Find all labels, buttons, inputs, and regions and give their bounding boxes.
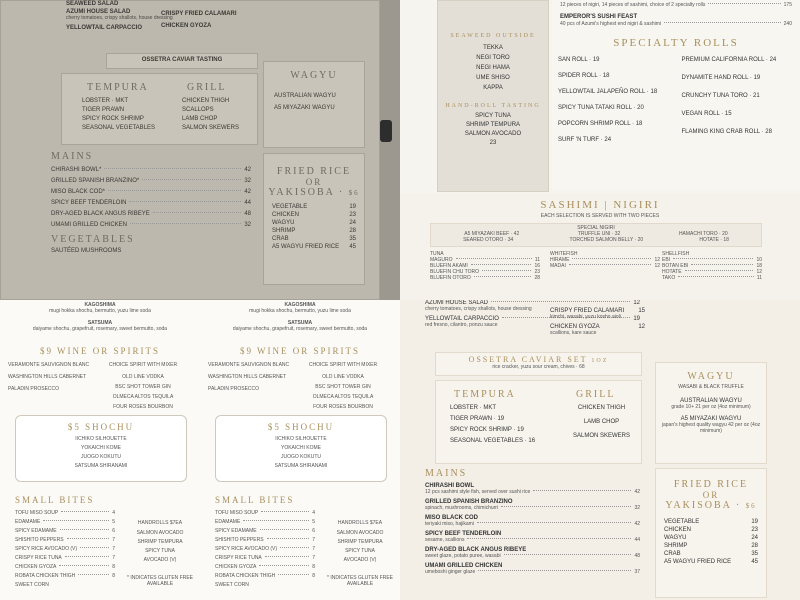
cocktails <box>200 300 400 332</box>
list-item: SPICY TUNA TATAKI ROLL · 20 <box>558 105 644 111</box>
list-item: SAUTÉED MUSHROOMS <box>51 248 122 254</box>
list-item: TOFU MISO SOUP 4 <box>15 510 115 516</box>
list-item: TRUFFLE UNI · 32 <box>577 231 621 237</box>
tuna-list <box>430 251 540 281</box>
whitefish-title: WHITEFISH <box>550 251 578 257</box>
handroll-tasting-title: HAND-ROLL TASTING <box>445 103 541 109</box>
caviar-card: OSSETRA CAVIAR SET 1OZ rice cracker, yuzu sour cream, chives · 68 <box>435 352 642 376</box>
caviar-banner <box>106 53 258 69</box>
mains-list <box>51 167 251 228</box>
list-item: SEARED OTORO · 34 <box>463 237 514 243</box>
list-item: SPICY ROCK SHRIMP · 19 <box>450 427 524 433</box>
caviar-desc: rice cracker, yuzu sour cream, chives <box>492 364 575 370</box>
tempura-title: TEMPURA <box>454 389 516 400</box>
item: CHICKEN THIGH <box>182 98 230 104</box>
fried-list <box>656 511 766 565</box>
item: VERAMONTE SAUVIGNON BLANC <box>208 362 290 368</box>
tempura-title: TEMPURA <box>87 82 149 93</box>
fried-rice-title: FRIED RICE <box>276 166 352 177</box>
item: CRISPY FRIED CALAMARI <box>161 11 237 17</box>
item: TIGER PRAWN <box>82 107 125 113</box>
item: YELLOWTAIL CARPACCIO <box>66 25 142 31</box>
handrolls-block <box>325 520 395 587</box>
list-item: SHISHITO PEPPERS 7 <box>15 537 115 543</box>
item: UME SHISO <box>476 75 510 81</box>
list-item: CRISPY RICE TUNA 7 <box>215 555 315 561</box>
drink-column-left <box>0 300 200 600</box>
fried-list <box>264 198 364 250</box>
shochu-list <box>216 436 386 469</box>
gluten-note: * INDICATES GLUTEN FREE AVAILABLE <box>126 575 194 587</box>
item: A5 MIYAZAKI WAGYU <box>274 105 335 111</box>
list-item: POPCORN SHRIMP ROLL · 18 <box>558 121 643 127</box>
spec-right <box>675 57 794 143</box>
item: SEAWEED SALAD <box>66 1 119 7</box>
list-item: DRY-AGED BLACK ANGUS RIBEYE <box>425 547 527 553</box>
specialty-lists <box>552 49 800 143</box>
br-top-items-right <box>550 308 645 336</box>
shochu-list <box>16 436 186 469</box>
list-item: SHRIMP 28 <box>664 543 758 549</box>
item: KAPPA <box>483 85 503 91</box>
item-note-row: spinach, mushrooms, chimichurri 32 <box>425 505 640 511</box>
wine-right <box>98 362 188 410</box>
handroll-price: 23 <box>489 140 497 146</box>
item: SATSUMA SHIRANAMI <box>74 463 128 469</box>
list-item: HIRAME 12 <box>550 257 660 263</box>
tempura-grill-card <box>435 380 642 464</box>
item-note: scallions, kare sauce <box>550 330 597 336</box>
list-item: CHICKEN THIGH <box>577 405 626 411</box>
wine-left <box>8 362 98 410</box>
list-item: CRAB 35 <box>664 551 758 557</box>
binder-clip <box>380 120 392 142</box>
kagoshima-title: KAGOSHIMA <box>84 302 116 308</box>
item: AUSTRALIAN WAGYU <box>274 93 336 99</box>
wine-right <box>298 362 388 410</box>
list-item: MISO BLACK COD <box>425 515 478 521</box>
item: WASHINGTON HILLS CABERNET <box>8 374 87 380</box>
wine-lists <box>0 356 200 410</box>
list-item: FLAMING KING CRAB ROLL · 28 <box>681 129 772 135</box>
menu-bottom-right <box>400 300 800 600</box>
wagyu-list <box>656 398 766 434</box>
list-item: SURF 'N TURF · 24 <box>558 137 612 143</box>
mains-title: MAINS <box>425 468 468 479</box>
item: SATSUMA SHIRANAMI <box>274 463 328 469</box>
item: OLD LINE VODKA <box>322 374 364 380</box>
item: SALMON SKEWERS <box>182 125 240 131</box>
shochu-title: $5 SHOCHU <box>267 422 335 432</box>
gluten-note: * INDICATES GLUTEN FREE AVAILABLE <box>326 575 394 587</box>
list-item: YELLOWTAIL CARPACCIO 19 <box>425 316 640 322</box>
list-item: LOBSTER · MKT <box>450 405 497 411</box>
yakisoba-price: $6 <box>348 189 360 197</box>
list-item: CHICKEN GYOZA 8 <box>15 564 115 570</box>
item: OLMECA ALTOS TEQUILA <box>312 394 374 400</box>
list-item: VEGETABLE 19 <box>272 204 356 210</box>
yakisoba-price: $6 <box>745 502 757 510</box>
item: AVOCADO (V) <box>143 557 177 563</box>
item: SPICY ROCK SHRIMP <box>82 116 144 122</box>
caviar-title: OSSETRA CAVIAR SET <box>468 355 588 364</box>
wagyu-title: WAGYU <box>290 70 338 81</box>
wine-title: $9 WINE OR SPIRITS <box>239 346 361 356</box>
list-item: SEASONAL VEGETABLES · 16 <box>450 438 536 444</box>
caviar-size: 1OZ <box>591 358 609 364</box>
item: SEASONAL VEGETABLES <box>82 125 156 131</box>
br-mains <box>425 468 640 575</box>
wagyu-title: WAGYU <box>687 371 735 382</box>
list-item: HAMACHI TORO · 20 <box>678 231 728 237</box>
grill-title: GRILL <box>576 389 616 400</box>
list-item: TOFU MISO SOUP 4 <box>215 510 315 516</box>
item: FOUR ROSES BOURBON <box>313 404 373 410</box>
list-item: SHISHITO PEPPERS 7 <box>215 537 315 543</box>
item: LAMB CHOP <box>182 116 218 122</box>
list-item: A5 WAGYU FRIED RICE 45 <box>664 559 758 565</box>
wine-choice: CHOICE SPIRIT WITH MIXER <box>108 362 178 368</box>
wagyu-card <box>655 362 767 464</box>
item: VERAMONTE SAUVIGNON BLANC <box>8 362 90 368</box>
shochu-title: $5 SHOCHU <box>67 422 135 432</box>
list-item: VEGETABLE 19 <box>664 519 758 525</box>
list-item: DYNAMITE HAND ROLL · 19 <box>681 75 761 81</box>
fried-rice-title: FRIED RICE <box>673 479 749 490</box>
grill-list <box>564 405 639 439</box>
fried-rice-card: FRIED RICE OR YAKISOBA · $6 VEGETABLE 19 CHICKEN 23 WAGYU 24 SHRIMP 28 CRAB 35 A5 WAGYU FRIED RICE 45 <box>263 153 365 285</box>
list-item: A5 MIYAZAKI WAGYU <box>680 416 742 422</box>
kagoshima-title: KAGOSHIMA <box>284 302 316 308</box>
item: YOKAICHI KOME <box>80 445 121 451</box>
seaweed-list <box>438 45 548 91</box>
list-item: EDAMAME 5 <box>215 519 315 525</box>
shellfish-list <box>662 251 762 281</box>
fried-rice-or: OR <box>305 177 323 187</box>
list-item: TIGER PRAWN · 19 <box>450 416 505 422</box>
item: NEGI HAMA <box>476 65 510 71</box>
yakisoba-title: YAKISOBA <box>268 187 335 198</box>
fried-rice-card: FRIED RICE OR YAKISOBA · $6 VEGETABLE 19 CHICKEN 23 WAGYU 24 SHRIMP 28 CRAB 35 A5 WAGYU FRIED RICE 45 <box>655 468 767 598</box>
kagoshima-desc: mugi hokka shochu, bermutto, yuzu lime soda <box>49 308 151 314</box>
sashimi-title: SASHIMI | NIGIRI <box>540 199 660 211</box>
list-item: CRISPY RICE TUNA 7 <box>15 555 115 561</box>
small-bites-title: SMALL BITES <box>15 495 95 505</box>
item: FOUR ROSES BOURBON <box>113 404 173 410</box>
list-item: AUSTRALIAN WAGYU <box>680 398 742 404</box>
item: PALADIN PROSECCO <box>8 386 60 392</box>
list-item: MADAI 12 <box>550 263 660 269</box>
list-item: GRILLED SPANISH BRANZINO* 32 <box>51 178 251 184</box>
specialty-title: SPECIALTY ROLLS <box>613 37 739 49</box>
item-note: red fresno, cilantro, ponzu sauce <box>425 322 498 328</box>
shellfish-title: SHELLFISH <box>662 251 690 257</box>
item-note: cherry tomatoes, crispy shallots, house dressing <box>66 15 173 21</box>
list-item: BLUEFIN OTORO 28 <box>430 275 540 281</box>
shochu-box <box>15 415 187 482</box>
item: SPICY TUNA <box>475 113 511 119</box>
item: SPICY TUNA <box>345 548 375 554</box>
list-item: SPICY BEEF TENDERLOIN <box>425 531 502 537</box>
list-item: AZUMI HOUSE SALAD 12 <box>425 300 640 306</box>
item: JUOGO KOKUTU <box>80 454 121 460</box>
item: NEGI TORO <box>476 55 510 61</box>
item: YOKAICHI KOME <box>280 445 321 451</box>
wine-title: $9 WINE OR SPIRITS <box>39 346 161 356</box>
sashimi-subtitle: EACH SELECTION IS SERVED WITH TWO PIECES <box>540 213 660 219</box>
caviar-title: OSSETRA CAVIAR TASTING <box>141 57 223 63</box>
item: WASHINGTON HILLS CABERNET <box>208 374 287 380</box>
item: SCALLOPS <box>182 107 214 113</box>
list-item: A5 MIYAZAKI BEEF · 42 <box>464 231 520 237</box>
special-nigiri-items-2 <box>431 237 761 243</box>
list-item: CHICKEN 23 <box>664 527 758 533</box>
list-item: CHICKEN GYOZA 12 <box>550 324 645 330</box>
item-note-row: teriyaki miso, hajikami 42 <box>425 521 640 527</box>
list-item: LAMB CHOP <box>583 419 620 425</box>
item: OLMECA ALTOS TEQUILA <box>112 394 174 400</box>
yakisoba-title: YAKISOBA <box>665 500 732 511</box>
list-item: SWEET CORN <box>15 582 49 588</box>
item: BSC SHOT TOWER GIN <box>115 384 171 390</box>
tempura-list <box>450 405 550 444</box>
tempura-list <box>82 98 155 131</box>
tuna-title: TUNA <box>430 251 444 257</box>
list-item: EDAMAME 5 <box>15 519 115 525</box>
item: SHRIMP TEMPURA <box>137 539 183 545</box>
mains-title: MAINS <box>51 151 94 162</box>
handrolls-title: HANDROLLS $7EA <box>337 520 383 526</box>
wagyu-subtitle: WASABI & BLACK TRUFFLE <box>678 384 744 390</box>
item: SHRIMP TEMPURA <box>465 122 521 128</box>
list-item: SPICY RICE AVOCADO (V) 7 <box>15 546 115 552</box>
list-item: BLUEFIN CHU TORO 23 <box>430 269 540 275</box>
emperor-row: EMPEROR'S SUSHI FEAST <box>560 14 638 20</box>
list-item: CRUNCHY TUNA TORO · 21 <box>681 93 760 99</box>
special-nigiri-card <box>430 223 762 247</box>
list-item: ROBATA CHICKEN THIGH 8 <box>15 573 115 579</box>
list-item: MAGURO 11 <box>430 257 540 263</box>
cocktails <box>0 300 200 332</box>
wine-lists <box>200 356 400 410</box>
item: AVOCADO (V) <box>343 557 377 563</box>
vegetables-title: VEGETABLES <box>51 234 135 245</box>
item-note-row: sweet glaze, potato puree, wasabi 48 <box>425 553 640 559</box>
seaweed-card <box>437 0 549 192</box>
spec-left <box>558 57 675 143</box>
drink-column-right <box>200 300 400 600</box>
handroll-list <box>438 113 548 146</box>
whitefish-list <box>550 251 660 269</box>
grill-title: GRILL <box>187 82 227 93</box>
feast-top: 12 pieces of nigiri, 14 pieces of sashimi, choice of 2 specialty rolls 175 <box>560 2 792 8</box>
list-item: GRILLED SPANISH BRANZINO <box>425 499 513 505</box>
list-item: HOTATE 12 <box>662 269 762 275</box>
mains-section <box>51 151 251 254</box>
handrolls-title: HANDROLLS $7EA <box>137 520 183 526</box>
item: PALADIN PROSECCO <box>208 386 260 392</box>
list-item: DRY-AGED BLACK ANGUS RIBEYE 48 <box>51 211 251 217</box>
list-item: TORCHED SALMON BELLY · 20 <box>569 237 644 243</box>
emperor-desc-row: 40 pcs of Azumi's highest end nigiri & sashimi 240 <box>560 21 792 27</box>
drink-menu-bottom-left <box>0 300 400 600</box>
list-item: CHIRASHI BOWL* 42 <box>51 167 251 173</box>
list-item: ROBATA CHICKEN THIGH 8 <box>215 573 315 579</box>
small-bites-title: SMALL BITES <box>215 495 295 505</box>
list-item: HOTATE · 18 <box>699 237 729 243</box>
handrolls-block <box>125 520 195 587</box>
list-item: WAGYU 24 <box>664 535 758 541</box>
satsuma-desc: daiyame shochu, grapefruit, rosemary, sweet bermutto, soda <box>232 326 368 332</box>
photo-menu-board <box>0 0 380 300</box>
item-note: cherry tomatoes, crispy shallots, house dressing <box>425 306 532 312</box>
list-item: TAKO 11 <box>662 275 762 281</box>
photo-menu-top-left <box>0 0 400 300</box>
list-item: CHICKEN GYOZA 8 <box>215 564 315 570</box>
list-item: UMAMI GRILLED CHICKEN <box>425 563 503 569</box>
sashimi-section <box>400 193 800 300</box>
satsuma-desc: daiyame shochu, grapefruit, rosemary, sweet bermutto, soda <box>32 326 168 332</box>
list-item: SPIDER ROLL · 18 <box>558 73 610 79</box>
wine-choice: CHOICE SPIRIT WITH MIXER <box>308 362 378 368</box>
wagyu-card <box>263 61 365 148</box>
item: SPICY TUNA <box>145 548 175 554</box>
list-item: CRISPY FRIED CALAMARI 15 <box>550 308 645 314</box>
tempura-grill-card <box>61 73 258 145</box>
item: LOBSTER · MKT <box>82 98 129 104</box>
list-item: A5 WAGYU FRIED RICE 45 <box>272 244 356 250</box>
item: JUOGO KOKUTU <box>280 454 321 460</box>
item: TEKKA <box>483 45 503 51</box>
top-items-right <box>161 11 261 29</box>
item: SALMON AVOCADO <box>464 131 522 137</box>
list-item: CHICKEN 23 <box>272 212 356 218</box>
list-item: CRAB 35 <box>272 236 356 242</box>
grill-list <box>182 98 239 131</box>
list-item: UMAMI GRILLED CHICKEN 32 <box>51 222 251 228</box>
list-item: BOTAN EBI 18 <box>662 263 762 269</box>
list-item: SAN ROLL · 19 <box>558 57 600 63</box>
shochu-box <box>215 415 387 482</box>
fried-rice-or: OR <box>702 490 720 500</box>
small-bites-list <box>215 510 315 588</box>
list-item: SPICY RICE AVOCADO (V) 7 <box>215 546 315 552</box>
item-note: grade 10+ 21 per oz (4oz minimum) <box>671 404 751 410</box>
wine-left <box>208 362 298 410</box>
item-note-row: 12 pcs sashimi style fish, served over sushi rice 42 <box>425 489 640 495</box>
specialty-card <box>552 0 800 190</box>
list-item: WAGYU 24 <box>272 220 356 226</box>
item-note: kimchi, wasabi, yuzu kosho aioli <box>550 314 621 320</box>
list-item: MISO BLACK COD* 42 <box>51 189 251 195</box>
menu-top-right <box>400 0 800 300</box>
small-bites-list <box>15 510 115 588</box>
list-item: SWEET CORN <box>215 582 249 588</box>
item: SHRIMP TEMPURA <box>337 539 383 545</box>
item: OLD LINE VODKA <box>122 374 164 380</box>
list-item: CHIRASHI BOWL <box>425 483 474 489</box>
item-note-row: umeboshi ginger glaze 37 <box>425 569 640 575</box>
list-item: EBI 10 <box>662 257 762 263</box>
kagoshima-desc: mugi hokka shochu, bermutto, yuzu lime soda <box>249 308 351 314</box>
item: IICHIKO SILHOUETTE <box>75 436 127 442</box>
item-note: japan's highest quality wagyu 42 per oz (4oz minimum) <box>661 422 761 434</box>
item: SALMON AVOCADO <box>136 530 184 536</box>
list-item: SPICY EDAMAME 6 <box>215 528 315 534</box>
list-item: SALMON SKEWERS <box>572 433 630 439</box>
mains-list <box>425 483 640 575</box>
satsuma-title: SATSUMA <box>87 320 113 326</box>
item: IICHIKO SILHOUETTE <box>275 436 327 442</box>
list-item: VEGAN ROLL · 15 <box>681 111 732 117</box>
satsuma-title: SATSUMA <box>287 320 313 326</box>
item: CHICKEN GYOZA <box>161 23 212 29</box>
list-item: PREMIUM CALIFORNIA ROLL · 24 <box>681 57 777 63</box>
list-item: BLUEFIN AKAMI 16 <box>430 263 540 269</box>
seaweed-outside-title: SEAWEED OUTSIDE <box>450 33 536 39</box>
list-item: SPICY BEEF TENDERLOIN 44 <box>51 200 251 206</box>
caviar-price: 68 <box>579 364 585 370</box>
item: SALMON AVOCADO <box>336 530 384 536</box>
list-item: YELLOWTAIL JALAPEÑO ROLL · 18 <box>558 89 658 95</box>
special-nigiri-title: SPECIAL NIGIRI <box>577 225 615 231</box>
item: BSC SHOT TOWER GIN <box>315 384 371 390</box>
list-item: SPICY EDAMAME 6 <box>15 528 115 534</box>
item: AZUMI HOUSE SALAD <box>66 9 131 15</box>
list-item: SHRIMP 28 <box>272 228 356 234</box>
item-note-row: sesame, scallions 44 <box>425 537 640 543</box>
